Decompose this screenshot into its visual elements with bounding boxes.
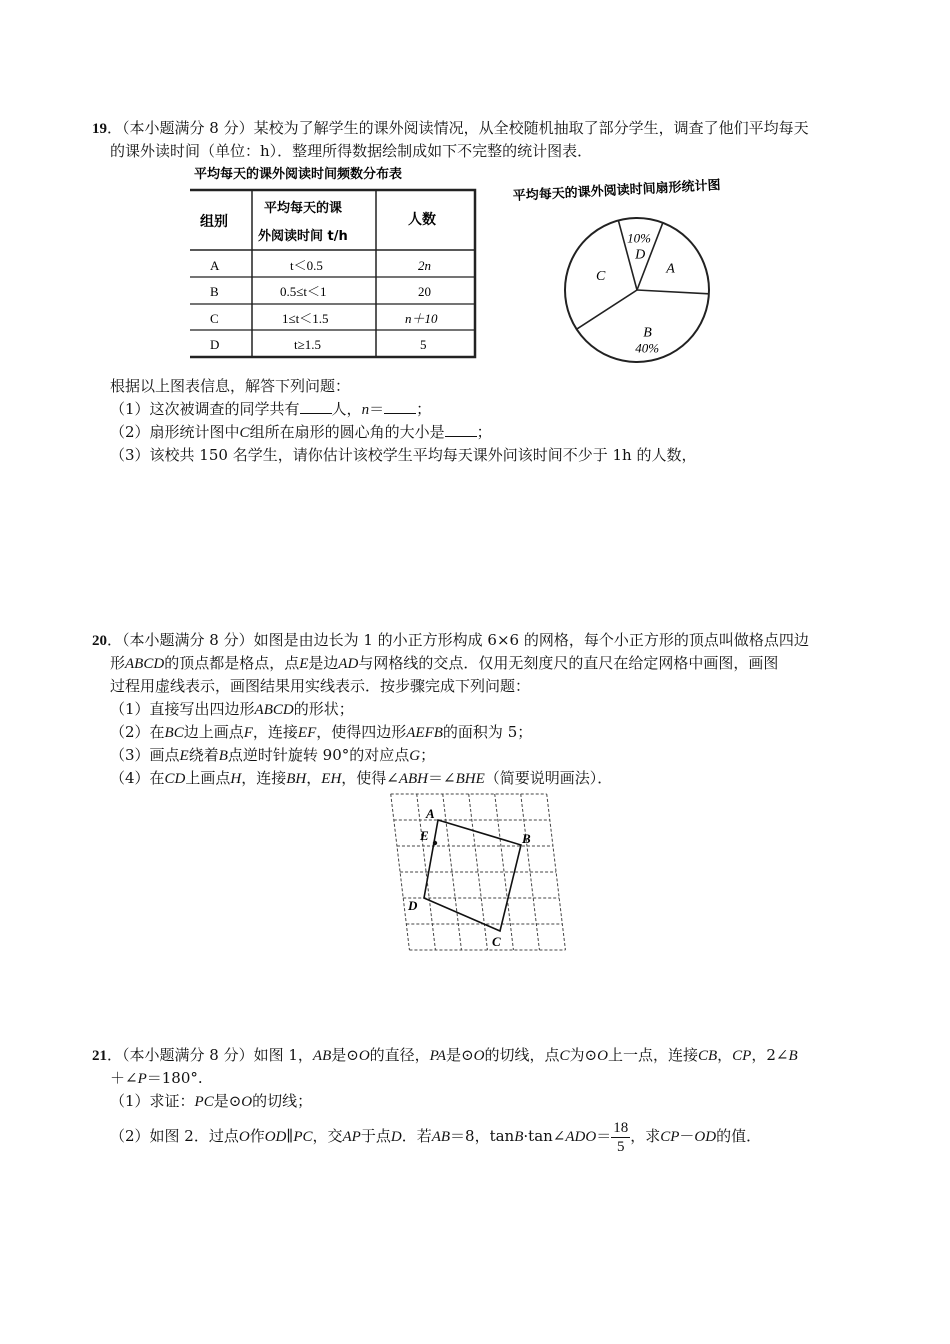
table-cell-group: C <box>210 311 219 326</box>
q20-part2 <box>110 722 532 743</box>
q20-part3 <box>110 745 435 766</box>
var-ap: AP <box>342 1129 361 1145</box>
q21-part1 <box>110 1091 312 1112</box>
var-bh: BH <box>286 771 307 787</box>
t: 点逆时针旋转 90°的对应点 <box>227 746 410 764</box>
q20-part4 <box>110 768 612 789</box>
var-h: H <box>230 771 242 787</box>
var-ado: ADO <box>565 1129 597 1145</box>
answer-blank-total[interactable] <box>300 399 332 414</box>
q19-part3: （3）该校共 150 名学生，请你估计该校学生平均每天课外问该时间不少于 1h 的人数， <box>110 446 697 464</box>
t: ＝180°. <box>146 1069 203 1087</box>
var-od: OD <box>694 1129 717 1145</box>
table-cell-range: t≥1.5 <box>294 337 321 352</box>
label-c: C <box>492 934 501 949</box>
t: ； <box>420 746 436 764</box>
var-pc: PC <box>194 1094 214 1110</box>
fraction-numerator: 18 <box>613 1119 629 1136</box>
var-o: O <box>241 1094 253 1110</box>
t: （简要说明画法）． <box>484 769 613 787</box>
t: ， <box>306 769 322 787</box>
q21-number: 21 <box>92 1048 107 1064</box>
q19-part1-text2: 人， <box>331 400 362 418</box>
t: 与网格线的交点．仅用无刻度尺的直尺在给定网格中画图，画图 <box>358 654 779 672</box>
var-abcd: ABCD <box>254 702 294 718</box>
t: 的切线； <box>252 1092 313 1110</box>
var-o: O <box>597 1048 608 1064</box>
q19-line2: 的课外读时间（单位：h）．整理所得数据绘制成如下不完整的统计图表． <box>110 142 593 160</box>
q19-intro: 根据以上图表信息，解答下列问题： <box>110 377 351 395</box>
t: ，连接 <box>241 769 287 787</box>
var-ab: AB <box>431 1129 451 1145</box>
t: ＝8，tan <box>450 1127 515 1145</box>
var-cd: CD <box>164 771 186 787</box>
q21-part2 <box>110 1116 761 1157</box>
q19-table-figure <box>190 162 480 366</box>
table-header-time-1: 平均每天的课 <box>264 201 343 216</box>
t: 是边 <box>308 654 339 672</box>
q19-text-1: ．（本小题满分 8 分）某校为了解学生的课外阅读情况，从全校随机抽取了部分学生，调查了他们平均每天 <box>107 119 809 137</box>
pie-slice-label: A <box>666 261 675 277</box>
q19-part1 <box>110 399 431 420</box>
t: ．（本小题满分 8 分）如图 1， <box>107 1046 313 1064</box>
t: ，使得∠ <box>341 769 399 787</box>
t: 边上画点 <box>183 723 244 741</box>
table-header-time-2: 外阅读时间 t/h <box>258 229 348 244</box>
t: 是⊙ <box>446 1046 474 1064</box>
t: （2）在 <box>110 723 165 741</box>
t: ，2∠ <box>751 1046 789 1064</box>
q19-part1-text: （1）这次被调查的同学共有 <box>110 400 300 418</box>
q21-line1 <box>92 1045 798 1066</box>
pie-slice-label: C <box>596 268 606 284</box>
q20-text-1: ．（本小题满分 8 分）如图是由边长为 1 的小正方形构成 6×6 的网格，每个小正方形的顶点叫做格点四边 <box>107 631 809 649</box>
var-b: B <box>218 748 228 764</box>
t: 为⊙ <box>569 1046 598 1064</box>
answer-blank-angle[interactable] <box>445 422 477 437</box>
var-e: E <box>179 748 189 764</box>
q19-part1-eq: ＝ <box>369 400 385 418</box>
label-b: B <box>522 831 531 846</box>
t: 的切线，点 <box>484 1046 560 1064</box>
t: ，求 <box>630 1127 661 1145</box>
q19-table-svg <box>190 162 480 362</box>
t: 的直径， <box>369 1046 430 1064</box>
q20-part1 <box>110 699 354 720</box>
pie-slice-label: B <box>643 325 652 341</box>
t: 的值． <box>716 1127 762 1145</box>
q19-line1 <box>92 118 809 139</box>
var-cb: CB <box>697 1048 718 1064</box>
t: ＝ <box>596 1127 612 1145</box>
table-cell-range: 1≤t＜1.5 <box>282 311 329 326</box>
t: （2）如图 2．过点 <box>110 1127 239 1145</box>
table-header-count: 人数 <box>408 212 436 228</box>
t: ＋∠ <box>110 1069 138 1087</box>
var-cp: CP <box>732 1048 752 1064</box>
table-cell-group: D <box>210 337 220 352</box>
q19-var-n: n <box>361 402 370 418</box>
q21-line2 <box>110 1068 203 1089</box>
table-cell-count: 5 <box>420 337 427 352</box>
t: ，连接 <box>252 723 298 741</box>
t: 于点 <box>360 1127 391 1145</box>
q20-line2 <box>110 653 778 674</box>
pie-slice-boundary <box>577 290 637 329</box>
q19-part2 <box>110 422 492 443</box>
q20-grid-svg <box>380 788 570 963</box>
q19-pie-figure <box>505 170 790 379</box>
var-pa: PA <box>429 1048 447 1064</box>
t: （3）画点 <box>110 746 180 764</box>
table-row <box>210 258 431 273</box>
var-pc: PC <box>293 1129 313 1145</box>
var-od: OD <box>264 1129 287 1145</box>
var-ab: AB <box>312 1048 332 1064</box>
t: ·tan∠ <box>523 1127 566 1145</box>
quadrilateral-abcd <box>424 820 521 931</box>
t: ＝∠ <box>428 769 456 787</box>
fraction-denominator: 5 <box>616 1138 625 1155</box>
t: ∥ <box>286 1127 294 1145</box>
table-cell-group: A <box>210 258 220 273</box>
t: 是⊙ <box>213 1092 242 1110</box>
table-row <box>210 311 438 326</box>
pie-slice-label: D <box>635 247 646 263</box>
q19-part2-text2: 组所在扇形的圆心角的大小是 <box>249 423 445 441</box>
table-cell-count: n＋10 <box>405 311 438 326</box>
table-cell-group: B <box>210 284 219 299</box>
var-bc: BC <box>164 725 184 741</box>
var-f: F <box>243 725 253 741</box>
t: 上一点，连接 <box>607 1046 698 1064</box>
q19-part2-end: ； <box>476 423 492 441</box>
var-b: B <box>788 1048 798 1064</box>
pie-slice-percent: 40% <box>635 340 660 356</box>
t: ，交 <box>312 1127 343 1145</box>
pie-slice-boundary <box>637 290 709 294</box>
var-cp: CP <box>660 1129 680 1145</box>
t: － <box>679 1127 695 1145</box>
var-b: B <box>514 1129 524 1145</box>
q19-pie-svg <box>505 170 790 375</box>
var-eh: EH <box>321 771 342 787</box>
table-row <box>210 337 427 352</box>
var-aefb: AEFB <box>406 725 443 741</box>
q20-number: 20 <box>92 633 107 649</box>
t: （1）直接写出四边形 <box>110 700 255 718</box>
t: ，使得四边形 <box>316 723 407 741</box>
q20-line1 <box>92 630 809 651</box>
q20-grid-figure <box>380 788 570 967</box>
t: 的面积为 5； <box>442 723 533 741</box>
t: 形 <box>110 654 126 672</box>
t: 绕着 <box>188 746 219 764</box>
table-row <box>210 284 431 299</box>
var-d: D <box>390 1129 402 1145</box>
var-c: C <box>559 1048 570 1064</box>
var-e: E <box>299 656 309 672</box>
var-p: P <box>137 1071 147 1087</box>
var-bhe: BHE <box>455 771 485 787</box>
var-o: O <box>238 1129 250 1145</box>
t: ．若 <box>401 1127 432 1145</box>
label-e: E <box>420 828 429 843</box>
table-cell-count: 20 <box>418 284 431 299</box>
q19-var-c: C <box>239 425 250 441</box>
pie-title: 平均每天的课外阅读时间扇形统计图 <box>512 178 721 204</box>
t: 是⊙ <box>331 1046 359 1064</box>
pie-labels <box>596 230 675 355</box>
var-abcd: ABCD <box>125 656 165 672</box>
t: 上画点 <box>185 769 231 787</box>
q19-part1-end: ； <box>416 400 432 418</box>
var-o: O <box>473 1048 485 1064</box>
q19-part2-text: （2）扇形统计图中 <box>110 423 240 441</box>
table-header-group: 组别 <box>200 214 228 230</box>
var-ef: EF <box>297 725 317 741</box>
t: 的形状； <box>293 700 354 718</box>
var-ad: AD <box>338 656 359 672</box>
fraction-18-5 <box>611 1119 630 1156</box>
t: ， <box>717 1046 733 1064</box>
table-cell-count: 2n <box>418 258 431 273</box>
var-g: G <box>409 748 421 764</box>
var-abh: ABH <box>398 771 429 787</box>
table-cell-range: t＜0.5 <box>290 258 323 273</box>
var-o: O <box>358 1048 370 1064</box>
table-cell-range: 0.5≤t＜1 <box>280 284 327 299</box>
grid-lines <box>391 794 566 950</box>
answer-blank-n[interactable] <box>384 399 416 414</box>
q20-line3: 过程用虚线表示，画图结果用实线表示．按步骤完成下列问题： <box>110 677 531 695</box>
label-a: A <box>426 806 435 821</box>
label-d: D <box>408 898 418 913</box>
t: （1）求证： <box>110 1092 195 1110</box>
t: 作 <box>249 1127 265 1145</box>
pie-slice-percent: 10% <box>627 230 651 246</box>
table-title: 平均每天的课外阅读时间频数分布表 <box>194 167 403 182</box>
q19-number: 19 <box>92 121 107 137</box>
point-e <box>433 841 437 845</box>
t: 的顶点都是格点，点 <box>164 654 300 672</box>
t: （4）在 <box>110 769 165 787</box>
